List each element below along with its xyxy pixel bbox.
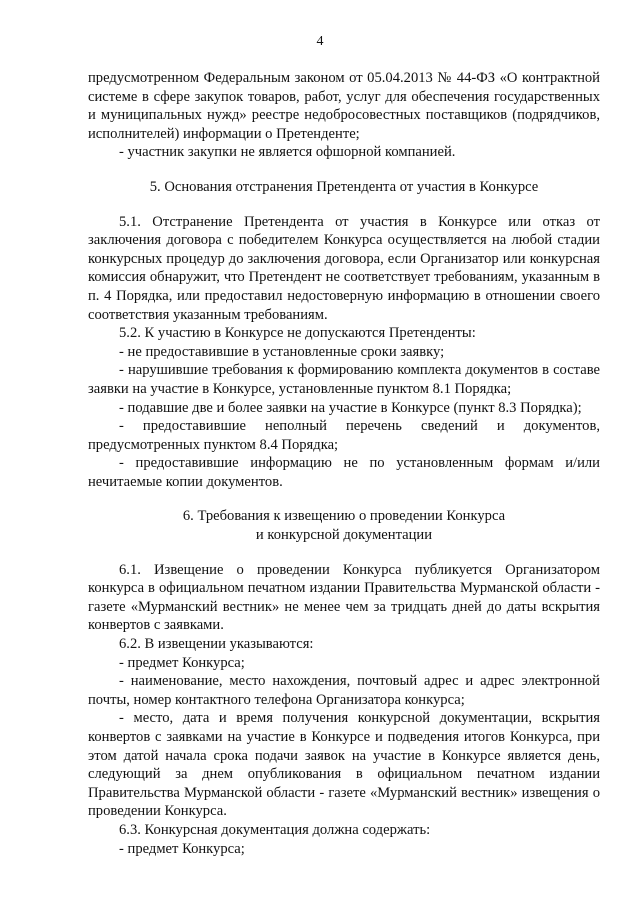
paragraph: 5.2. К участию в Конкурсе не допускаются Претенденты:	[119, 325, 476, 342]
section-heading: и конкурсной документации	[255, 527, 433, 544]
paragraph: - подавшие две и более заявки на участие в Конкурсе (пункт 8.3 Порядка);	[119, 399, 582, 416]
paragraph: - предмет Конкурса;	[119, 840, 245, 857]
section-heading: 6. Требования к извещению о проведении Конкурса	[182, 508, 506, 525]
paragraph: - участник закупки не является офшорной компанией.	[119, 144, 456, 161]
paragraph: - место, дата и время получения конкурсной документации, вскрытия конвертов с заявками на участие в Конкурсе и подведения итогов Конкурса, при этом датой начала срока подачи заявок на участие в Конкурсе является день, следующий за днем опубликования в официальном печатном издании Правительства Мурманской области - газете «Мурманский вестник» извещения о проведении Конкурса.	[88, 710, 600, 820]
document-body	[88, 69, 600, 858]
paragraph: 5.1. Отстранение Претендента от участия в Конкурсе или отказ от заключения договора с победителем Конкурса осуществляется на любой стадии конкурсных процедур до заключения договора, если Организатор или конкурсная комиссия обнаружит, что Претендент не соответствует требованиям, указанным в п. 4 Порядка, или предоставил недостоверную информацию в отношении своего соответствия указанным требованиям.	[88, 213, 600, 323]
paragraph: - предоставившие информацию не по установленным формам и/или нечитаемые копии документов.	[88, 455, 600, 490]
paragraph: предусмотренном Федеральным законом от 05.04.2013 № 44-ФЗ «О контрактной системе в сфере закупок товаров, работ, услуг для обеспечения государственных и муниципальных нужд» реестре недобросовестных поставщиков (подрядчиков, исполнителей) информации о Претенденте;	[88, 70, 600, 142]
spacer	[88, 491, 600, 507]
paragraph: - предмет Конкурса;	[119, 654, 245, 671]
paragraph: - нарушившие требования к формированию комплекта документов в составе заявки на участие в Конкурсе, установленные пунктом 8.1 Порядка;	[88, 362, 600, 397]
section-heading: 5. Основания отстранения Претендента от участия в Конкурсе	[149, 178, 539, 195]
paragraph: 6.2. В извещении указываются:	[119, 636, 314, 653]
paragraph: - наименование, место нахождения, почтовый адрес и адрес электронной почты, номер контактного телефона Организатора конкурса;	[88, 673, 600, 708]
paragraph: - не предоставившие в установленные сроки заявку;	[119, 343, 445, 360]
spacer	[88, 162, 600, 178]
page-number: 4	[316, 34, 324, 49]
paragraph: - предоставившие неполный перечень сведений и документов, предусмотренных пунктом 8.4 Порядка;	[88, 418, 600, 453]
paragraph: 6.3. Конкурсная документация должна содержать:	[119, 821, 431, 838]
spacer	[88, 545, 600, 561]
spacer	[88, 197, 600, 213]
paragraph: 6.1. Извещение о проведении Конкурса публикуется Организатором конкурса в официальном печатном издании Правительства Мурманской области - газете «Мурманский вестник» не менее чем за тридцать дней до даты вскрытия конвертов с заявками.	[88, 561, 600, 634]
